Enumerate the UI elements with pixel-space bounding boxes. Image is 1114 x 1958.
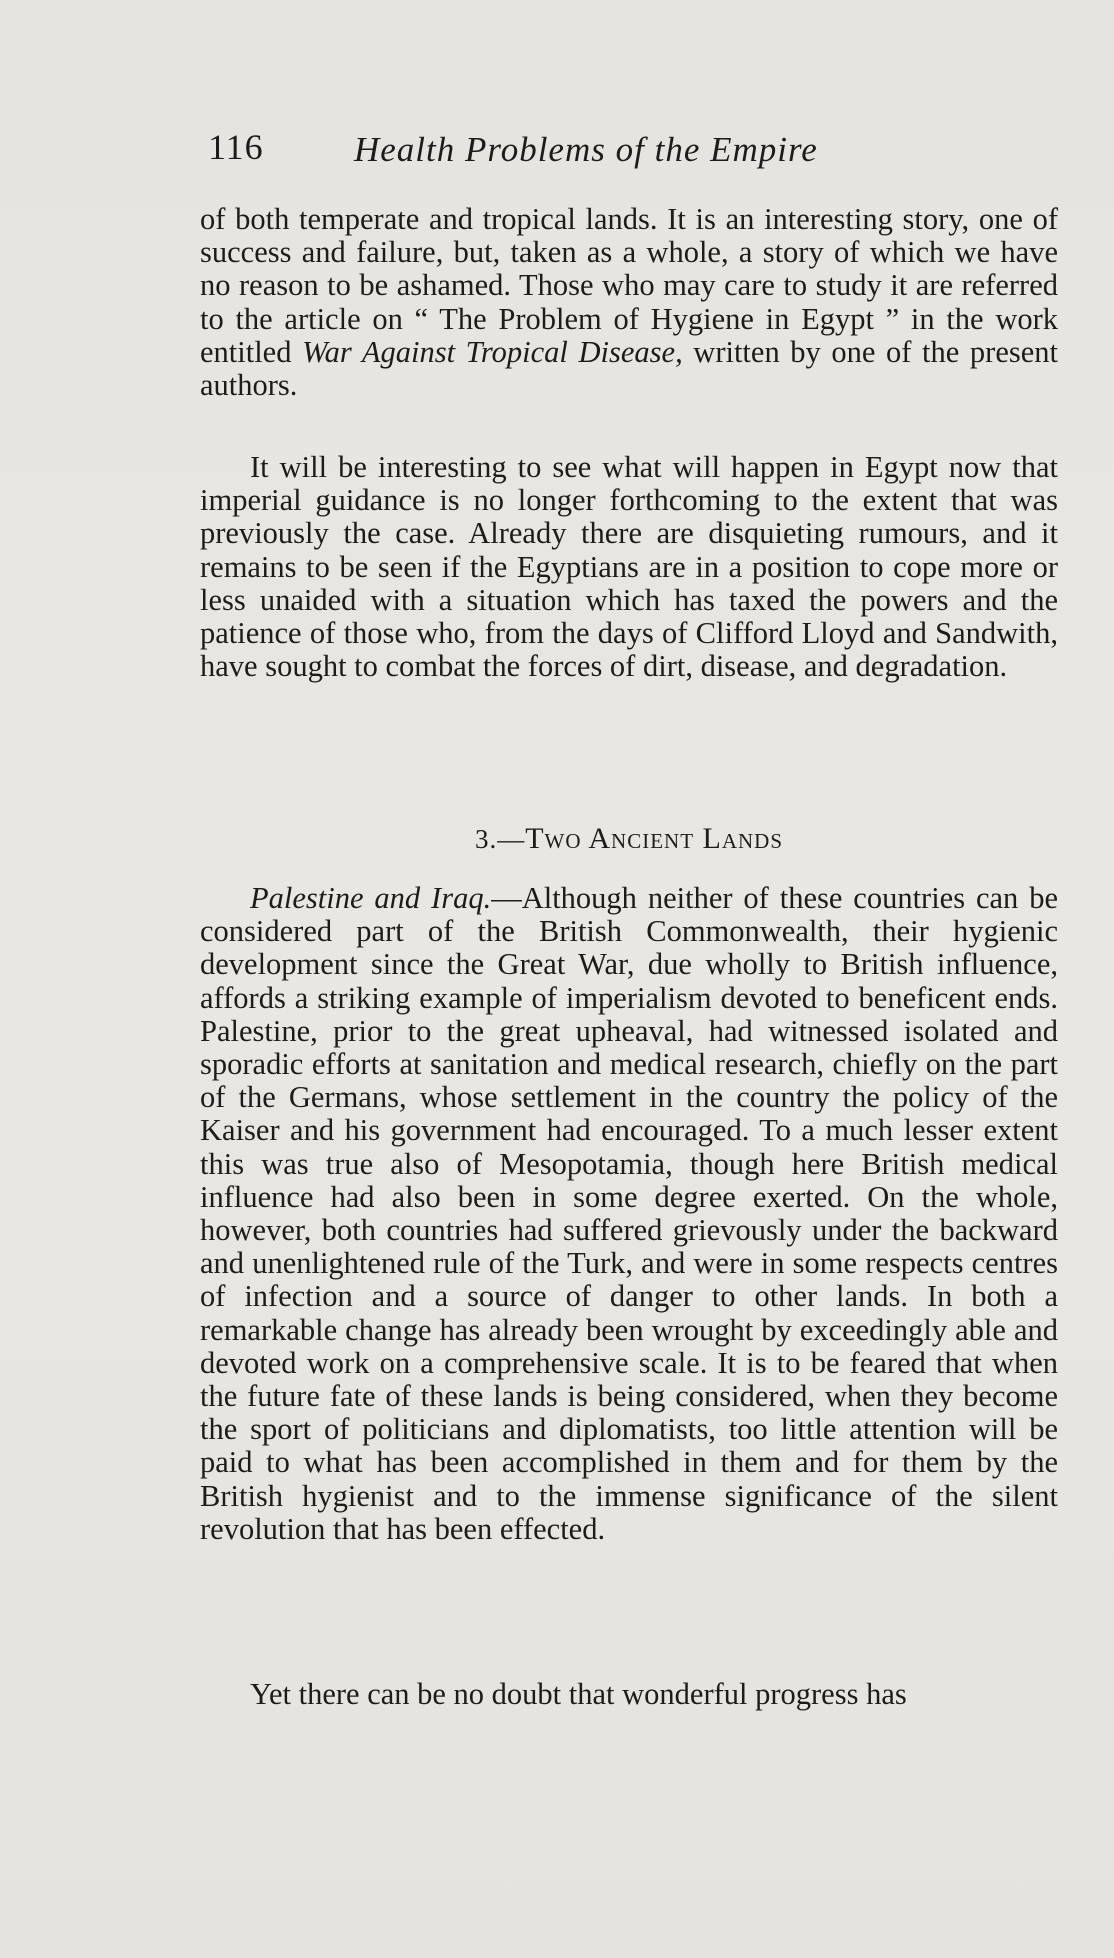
- running-head: Health Problems of the Empire: [354, 130, 818, 169]
- paragraph-1-tail: written by one of the present authors.: [200, 334, 1058, 403]
- paragraph-4-text: Yet there can be no doubt that wonderful progress has: [250, 1677, 907, 1711]
- page-number: 116: [208, 127, 264, 167]
- page-header: [208, 126, 1058, 186]
- section-number: 3.—: [474, 824, 526, 854]
- paragraph-3-lead: Palestine and Iraq.: [250, 881, 492, 915]
- book-title-reference: War Against Tropical Disease,: [302, 334, 683, 369]
- paragraph-2-text: It will be interesting to see what will happen in Egypt now that imperial guidance is no longer forthcoming to the extent that was previously the case. Already there are disquieting rumours, and it remains to be seen if the Egyptians are in a position to cope more or less unaided with a situation which has taxed the powers and the patience of those who, from the days of Clifford Lloyd and Sandwith, have sought to combat the forces of dirt, disease, and degradation.: [200, 450, 1058, 684]
- paragraph-3-text: —Although neither of these countries can be considered part of the British Commonwealth, their hygienic development since the Great War, due wholly to British influence, affords a striking example of imperialism devoted to beneficent ends. Palestine, prior to the great upheaval, had witnessed isolated and sporadic efforts at sanitation and medical research, chiefly on the part of the Germans, whose settlement in the country the policy of the Kaiser and his government had encouraged. To a much lesser extent this was true also of Mesopotamia, though here British medical influence had also been in some degree exerted. On the whole, however, both countries had suffered grievously under the backward and unenlightened rule of the Turk, and were in some respects centres of infection and a source of danger to other lands. In both a remarkable change has already been wrought by exceedingly able and devoted work on a comprehensive scale. It is to be feared that when the future fate of these lands is being considered, when they become the sport of politicians and diplomatists, too little attention will be paid to what has been accomplished in them and for them by the British hygienist and to the immense significance of the silent revolution that has been effected.: [200, 881, 1058, 1546]
- paragraph-1: [200, 203, 1058, 402]
- paragraph-3: [200, 882, 1058, 1546]
- paragraph-1-text: of both temperate and tropical lands. It is an interesting story, one of success and failure, but, taken as a whole, a story of which we have no reason to be ashamed. Those who may care to study it are referred to the article on “ The Problem of Hygiene in Egypt ” in the work entitled: [200, 202, 1058, 369]
- paragraph-4: [200, 1678, 1058, 1711]
- paragraph-2: [200, 451, 1058, 683]
- section-heading: [200, 822, 1058, 856]
- section-title: Two Ancient Lands: [525, 822, 784, 855]
